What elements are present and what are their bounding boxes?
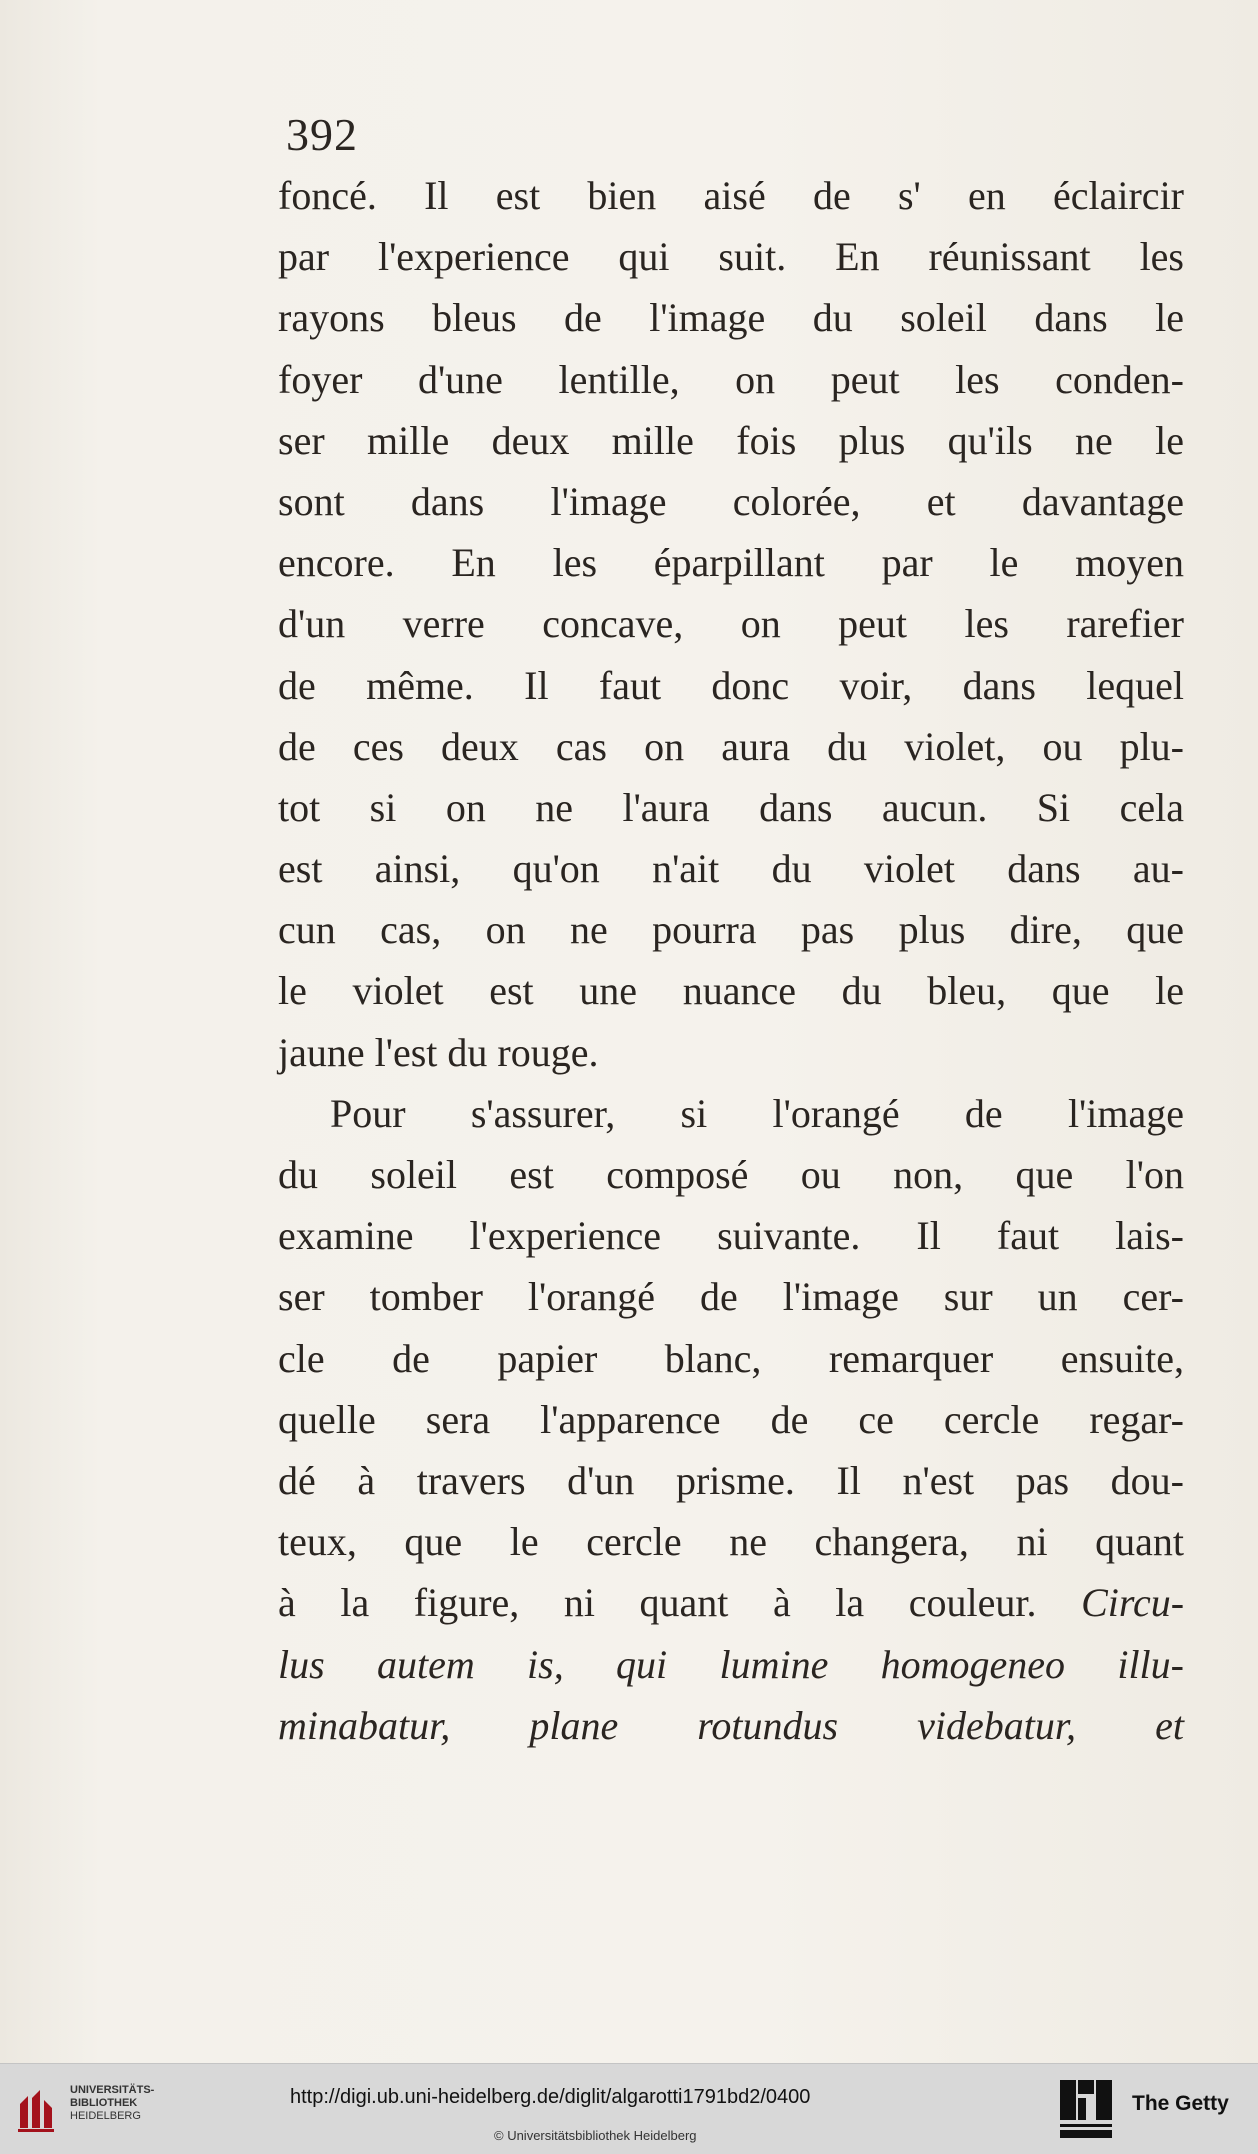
partner-name: The Getty — [1132, 2092, 1229, 2115]
text-line: quelle sera l'apparence de ce cercle regar- — [278, 1396, 1184, 1442]
getty-logo-icon — [1058, 2078, 1114, 2140]
text-line: teux, que le cercle ne changera, ni quant — [278, 1519, 1184, 1565]
text-line: d'un verre concave, on peut les rarefier — [278, 601, 1184, 647]
text-line: jaune l'est du rouge. — [278, 1029, 599, 1075]
library-name-line1: UNIVERSITÄTS- — [70, 2084, 155, 2096]
italic-line: minabatur, plane rotundus videbatur, et — [278, 1702, 1184, 1748]
italic-line: lus autem is, qui lumine homogeneo illu- — [278, 1641, 1184, 1687]
text-line: dé à travers d'un prisme. Il n'est pas dou- — [278, 1457, 1184, 1503]
copyright-notice: © Universitätsbibliothek Heidelberg — [494, 2128, 697, 2143]
text-line: ser mille deux mille fois plus qu'ils ne le — [278, 417, 1184, 463]
university-library-logo-icon — [14, 2084, 64, 2134]
page-number: 392 — [286, 109, 358, 160]
text-line: le violet est une nuance du bleu, que le — [278, 968, 1184, 1014]
text-line: foyer d'une lentille, on peut les conden- — [278, 356, 1184, 402]
text-line-mixed — [278, 1572, 1184, 1633]
text-line: encore. En les éparpillant par le moyen — [278, 540, 1184, 586]
text-line: ser tomber l'orangé de l'image sur un cer- — [278, 1274, 1184, 1320]
text-line: tot si on ne l'aura dans aucun. Si cela — [278, 784, 1184, 830]
text-line: est ainsi, qu'on n'ait du violet dans au- — [278, 846, 1184, 892]
library-name-line2: BIBLIOTHEK — [70, 2097, 138, 2109]
text-line: de même. Il faut donc voir, dans lequel — [278, 662, 1184, 708]
text-line: sont dans l'image colorée, et davantage — [278, 478, 1184, 524]
text-line: cun cas, on ne pourra pas plus dire, que — [278, 907, 1184, 953]
library-name-line3: HEIDELBERG — [70, 2110, 141, 2122]
library-name — [70, 2084, 154, 2123]
text-line: de ces deux cas on aura du violet, ou plu- — [278, 723, 1184, 769]
text-line: par l'experience qui suit. En réunissant les — [278, 234, 1184, 280]
text-line: foncé. Il est bien aisé de s' en éclaircir — [278, 173, 1184, 218]
page-text — [278, 165, 1184, 1756]
text-line: du soleil est composé ou non, que l'on — [278, 1152, 1184, 1197]
text-line: examine l'experience suivante. Il faut lais- — [278, 1213, 1184, 1259]
text-line: rayons bleus de l'image du soleil dans le — [278, 295, 1184, 341]
text-line: Pour s'assurer, si l'orangé de l'image — [330, 1090, 1184, 1136]
roman-segment: à la figure, ni quant à la couleur. — [278, 1580, 1037, 1626]
viewer-footer — [0, 2063, 1258, 2154]
italic-segment: Circu- — [1081, 1580, 1185, 1626]
permalink-url[interactable]: http://digi.ub.uni-heidelberg.de/diglit/algarotti1791bd2/0400 — [290, 2086, 811, 2108]
text-line: cle de papier blanc, remarquer ensuite, — [278, 1335, 1184, 1381]
